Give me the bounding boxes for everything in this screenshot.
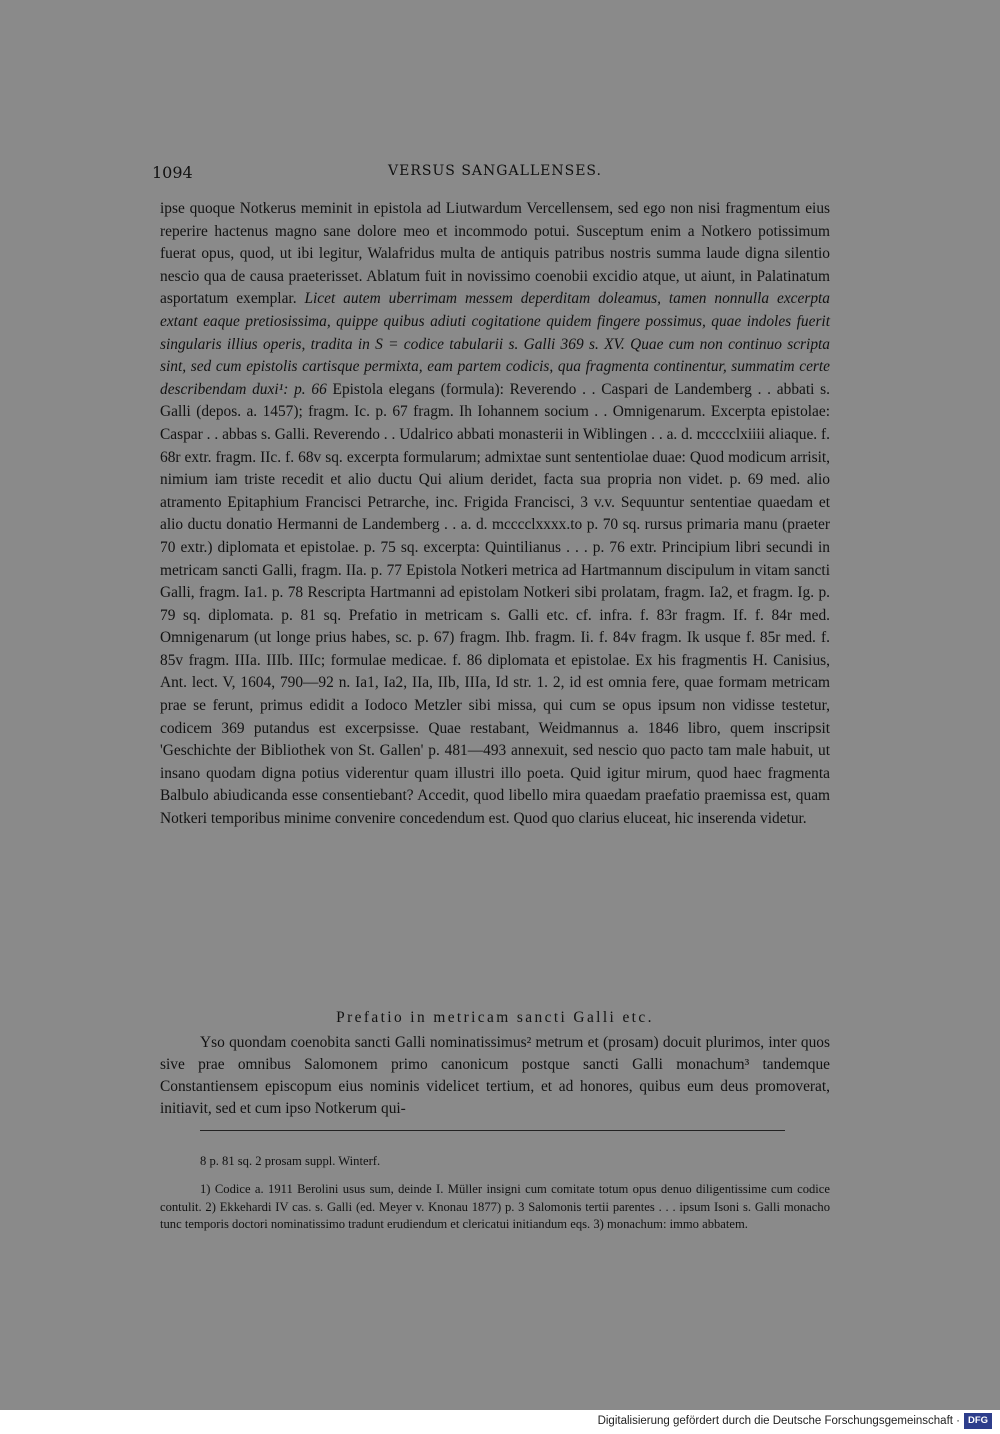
footnotes: 1) Codice a. 1911 Berolini usus sum, deinde I. Müller insigni cum comitate totum opus denuo diligentissime cum codice contulit. 2) Ekkehardi IV cas. s. Galli (ed. Meyer v. Knonau 1877) p. 3 Salomonis tertii parentes . . . ipsum Isoni s. Galli monacho tunc temporis doctori nominatissimo tradunt erudiendum et clericatui initiandum eqs. 3) monachum: immo abbatem. (160, 1182, 830, 1231)
section-text: Yso quondam coenobita sancti Galli nominatissimus² metrum et (prosam) docuit plurimos, inter quos sive prae omnibus Salomonem primo canonicum postque sancti Galli monachum³ tandemque Constantiensem episcopum eius nominis videlicet tertium, et ad honores, quibus eum deus promoverat, initiavit, sed et cum ipso Notkerum qui- (160, 1034, 830, 1117)
running-head: VERSUS SANGALLENSES. (388, 163, 602, 179)
paragraph-catalogue: Epistola elegans (formula): Reverendo . . Caspari de Landemberg . . abbati s. Galli (depos. a. 1457); fragm. Ic. p. 67 fragm. Ih Iohannem socium . . Omnigenarum. Excerpta epistolae: Caspar . . abbas s. Galli. Reverendo . . Udalrico abbati monasterii in Wiblingen . . a. d. mcccclxiiii aliaque. f. 68r extr. fragm. IIc. f. 68v sq. excerpta formularum; admixtae sunt sententiolae duae: Quod modicum arrisit, nimium iam triste recedit et alio ductu Qui alium deridet, facta sua propria non videt. p. 69 med. alio atramento Epitaphium Francisci Petrarche, inc. Frigida Francisci, 3 v.v. Sequuntur sententiae quaedam et alio ductu donatio Hermanni de Landemberg . . a. d. mcccclxxxx.to p. 70 sq. rursus primaria manu (praeter 70 extr.) diplomata et epistolae. p. 75 sq. excerpta: Quintilianus . . . p. 76 extr. Principium libri secundi in metricam sancti Galli, fragm. IIa. p. 77 Epistola Notkeri metrica ad Hartmannum discipulum in vitam sancti Galli, fragm. Ia1. p. 78 Rescripta Hartmanni ad epistolam Notkeri sibi prolatam, fragm. Ia2, et fragm. Ig. p. 79 sq. diplomata. p. 81 sq. Prefatio in metricam s. Galli etc. cf. infra. f. 83r fragm. If. f. 84r med. Omnigenarum (ut longe prius habes, sc. p. 67) fragm. Ihb. fragm. Ii. f. 84v fragm. Ik usque f. 85r med. f. 85v fragm. IIIa. IIIb. IIIc; formulae medicae. f. 86 diplomata et epistolae. Ex his fragmentis H. Canisius, Ant. lect. V, 1604, 790—92 n. Ia1, Ia2, IIa, IIb, IIIa, Id str. 1. 2, id est omnia fere, quae formam metricam prae se ferunt, primus edidit a Iodoco Metzler sibi missa, qui cum se opus ipsum non vidisse testetur, codicem 369 putandus est excerpsisse. Quae restabant, Weidmannus a. 1846 libro, quem inscripsit 'Geschichte der Bibliothek von St. Gallen' p. 481—493 annexuit, sed nescio quo pacto tam male habuit, ut insano quodam digna potius viderentur quam illustri illo poeta. Quid igitur mirum, quod haec fragmenta Balbulo abiudicanda esse consentiebant? Accedit, quod libello mira quaedam praefatio praemissa est, quam Notkeri temporibus minime convenire concedendum est. Quod quo clarius eluceat, hic inserenda videtur. (160, 380, 830, 828)
apparatus-notes: 8 p. 81 sq. 2 prosam suppl. Winterf. (200, 1154, 381, 1168)
dfg-logo-icon[interactable]: DFG (964, 1413, 992, 1429)
page-number: 1094 (152, 163, 193, 182)
main-text (160, 198, 830, 831)
paragraph-intro-roman: ipse quoque Notkerus meminit in epistola ad Liutwardum Vercellensem, sed ego non nisi fragmentum eius reperire hactenus magno sane dolore meo et incommodo potui. Susceptum enim a Notkero potissimum fuerat opus, quod, ut ibi legitur, Walafridus multa de antiquis patribus nostris summa laude digna silentio nescio qua de causa praeterisset. Ablatum fuit in novissimo coenobii excidio atque, ut aiunt, in Palatinatum asportatum exemplar. (160, 200, 830, 308)
footnote-divider (200, 1130, 785, 1131)
section-title: Prefatio in metricam sancti Galli etc. (336, 1009, 654, 1026)
page-header (152, 163, 830, 187)
footer-bar (0, 1410, 1000, 1434)
funding-notice: Digitalisierung gefördert durch die Deutsche Forschungsgemeinschaft · (597, 1415, 960, 1427)
paragraph-intro (160, 198, 830, 831)
paragraph-intro-italic: Licet autem uberrimam messem deperditam doleamus, tamen nonnulla excerpta extant eaque pretiosissima, quippe quibus adiuti cogitatione quidem fingere possimus, quae indoles fuerit singularis illius operis, tradita in S = codice tabularii s. Galli 369 s. XV. Quae cum non continuo scripta sint, sed cum epistolis cartisque permixta, eam partem codicis, qua fragmenta continentur, summatim certe describendam duxi¹: p. 66 (160, 290, 831, 398)
